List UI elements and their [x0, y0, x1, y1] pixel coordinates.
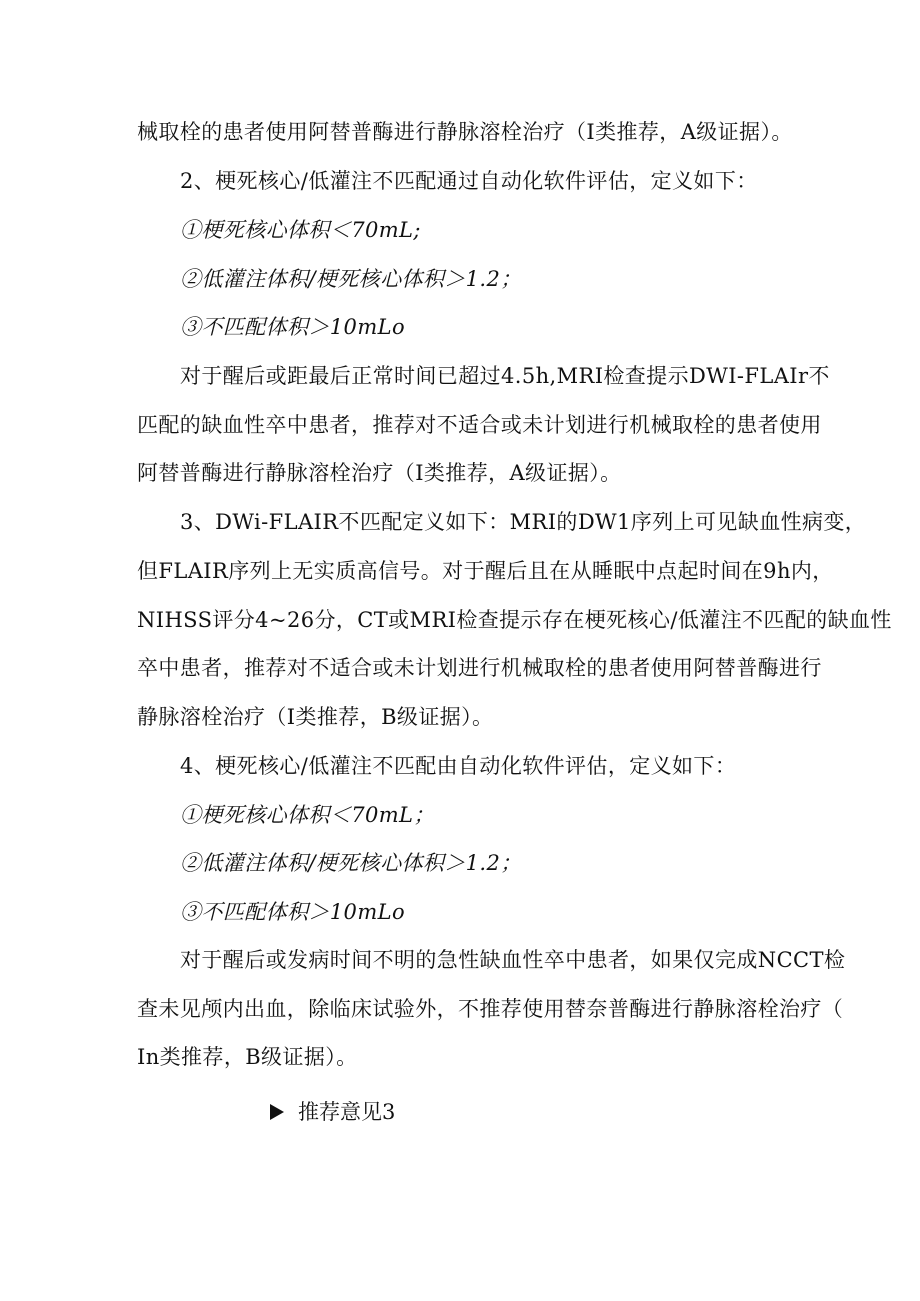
paragraph-line: NIHSS评分4~26分，CT或MRI检查提示存在梗死核心/低灌注不匹配的缺血性 [137, 608, 892, 632]
criterion-item: ③不匹配体积＞10mLo [180, 900, 406, 924]
paragraph-line: 查未见颅内出血，除临床试验外，不推荐使用替奈普酶进行静脉溶栓治疗（ [137, 997, 844, 1021]
criterion-item: ③不匹配体积＞10mLo [180, 315, 406, 339]
section-3-heading: 3、DWi-FLAIR不匹配定义如下：MRI的DW1序列上可见缺血性病变， [180, 510, 867, 534]
triangle-bullet-icon [270, 1104, 284, 1120]
recommendation-heading [270, 1097, 395, 1127]
paragraph-line: 但FLAIR序列上无实质高信号。对于醒后且在从睡眠中点起时间在9h内， [137, 559, 834, 583]
paragraph-line: 匹配的缺血性卒中患者，推荐对不适合或未计划进行机械取栓的患者使用 [137, 413, 822, 437]
paragraph-line: 对于醒后或距最后正常时间已超过4.5h,MRI检查提示DWI-FLAIr不 [180, 364, 830, 388]
paragraph-line: 对于醒后或发病时间不明的急性缺血性卒中患者，如果仅完成NCCT检 [180, 948, 846, 972]
paragraph-line: 械取栓的患者使用阿替普酶进行静脉溶栓治疗（I类推荐，A级证据）。 [137, 120, 793, 144]
paragraph-line: 阿替普酶进行静脉溶栓治疗（I类推荐，A级证据）。 [137, 461, 622, 485]
criterion-item: ②低灌注体积/梗死核心体积＞1.2； [180, 851, 522, 875]
paragraph-line: 静脉溶栓治疗（I类推荐，B级证据）。 [137, 705, 494, 729]
recommendation-label: 推荐意见3 [298, 1100, 396, 1124]
section-2-heading: 2、梗死核心/低灌注不匹配通过自动化软件评估，定义如下： [180, 169, 758, 193]
paragraph-line: In类推荐，B级证据）。 [137, 1045, 358, 1069]
paragraph-line: 卒中患者，推荐对不适合或未计划进行机械取栓的患者使用阿替普酶进行 [137, 656, 822, 680]
section-4-heading: 4、梗死核心/低灌注不匹配由自动化软件评估，定义如下： [180, 754, 737, 778]
criterion-item: ①梗死核心体积＜70mL; [180, 218, 421, 242]
criterion-item: ①梗死核心体积＜70mL； [180, 803, 435, 827]
criterion-item: ②低灌注体积/梗死核心体积＞1.2； [180, 267, 522, 291]
